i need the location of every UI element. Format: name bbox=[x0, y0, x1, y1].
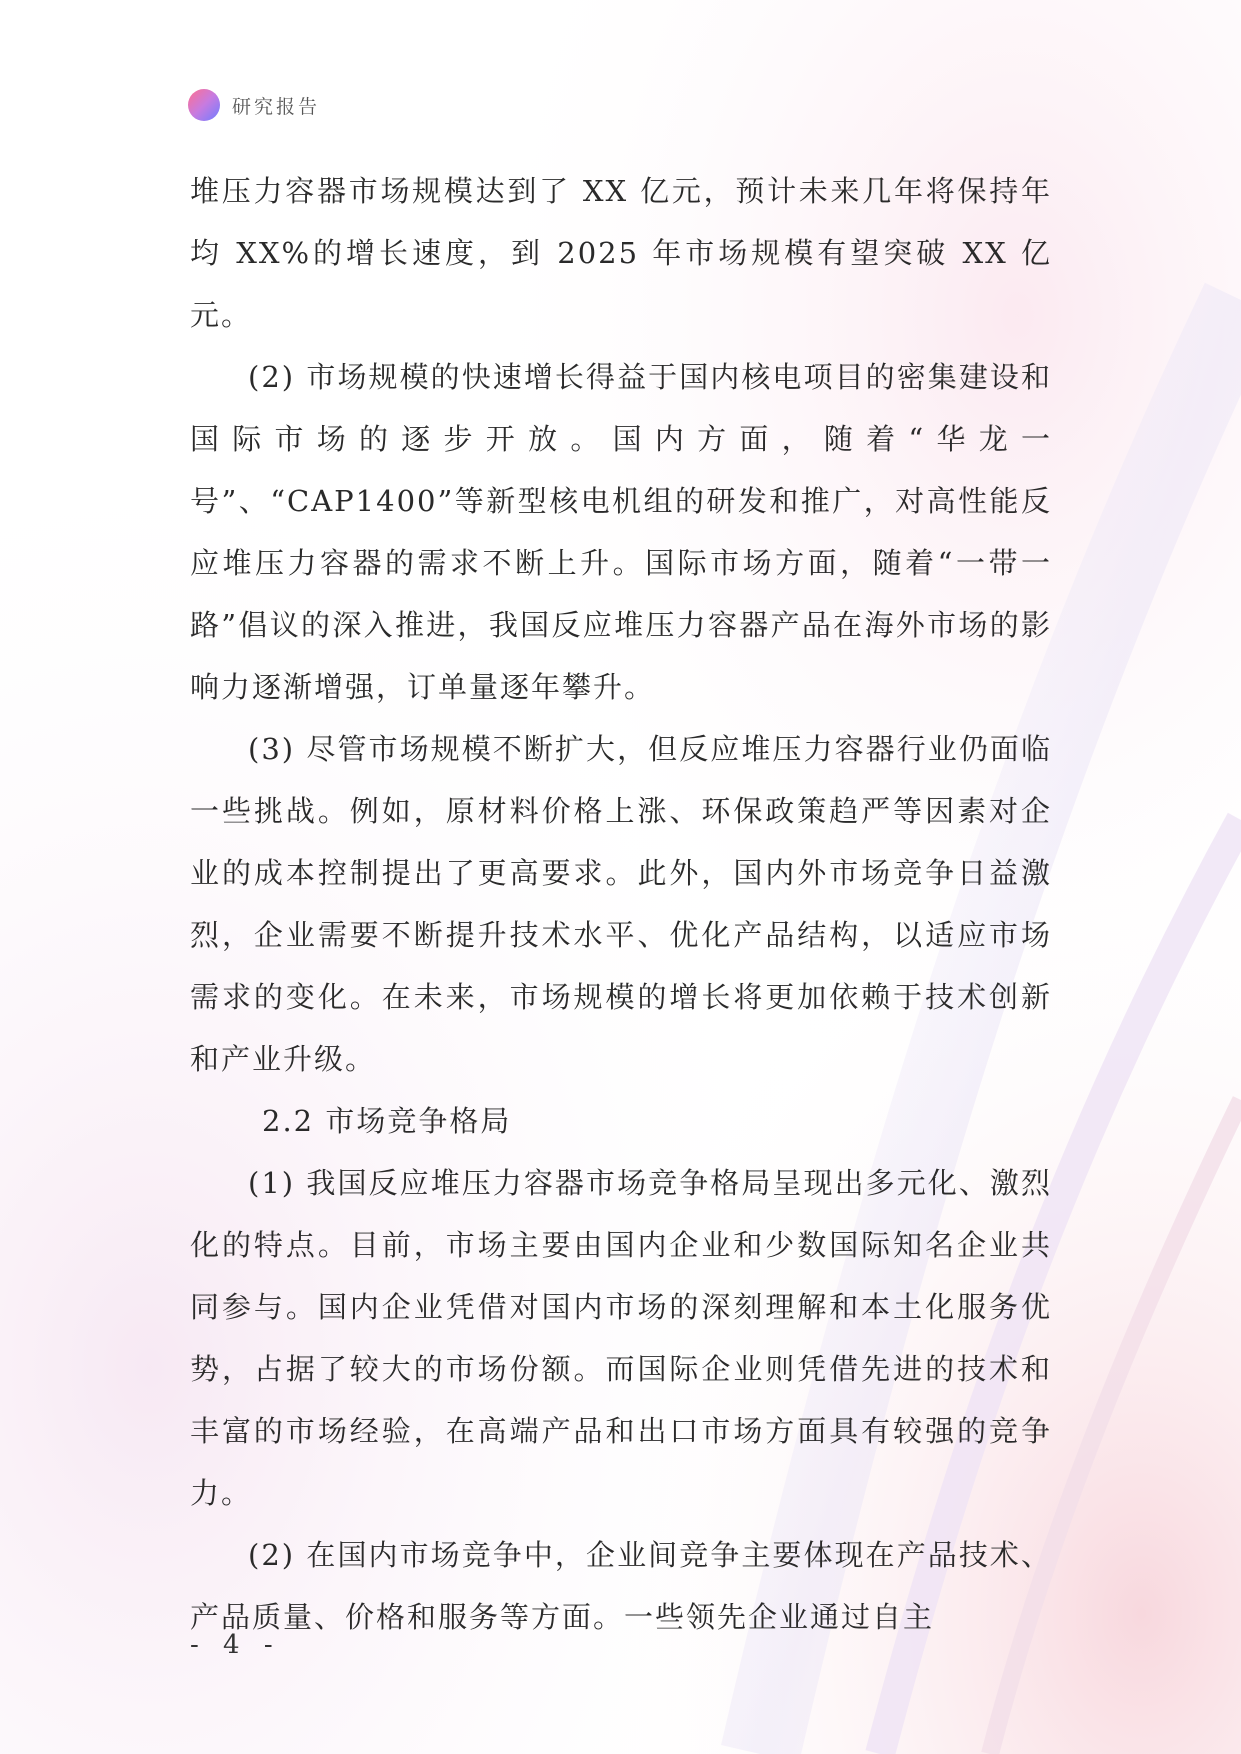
section-paragraph-1: (1) 我国反应堆压力容器市场竞争格局呈现出多元化、激烈化的特点。目前，市场主要由国内企业和少数国际知名企业共同参与。国内企业凭借对国内市场的深刻理解和本土化服务优势，占据了较大的市场份额。而国际企业则凭借先进的技术和丰富的市场经验，在高端产品和出口市场方面具有较强的竞争力。 bbox=[190, 1166, 1052, 1510]
report-header bbox=[188, 88, 320, 122]
paragraph-continued: 堆压力容器市场规模达到了 XX 亿元，预计未来几年将保持年均 XX%的增长速度，到 2025 年市场规模有望突破 XX 亿元。 bbox=[190, 174, 1052, 332]
header-title: 研究报告 bbox=[232, 95, 321, 118]
paragraph-2: (2) 市场规模的快速增长得益于国内核电项目的密集建设和国际市场的逐步开放。国内方面，随着“华龙一号”、“CAP1400”等新型核电机组的研发和推广，对高性能反应堆压力容器的需求不断上升。国际市场方面，随着“一带一路”倡议的深入推进，我国反应堆压力容器产品在海外市场的影响力逐渐增强，订单量逐年攀升。 bbox=[190, 360, 1052, 704]
section-heading: 2.2 市场竞争格局 bbox=[262, 1104, 512, 1138]
logo-circle-icon bbox=[188, 89, 220, 121]
paragraph-3: (3) 尽管市场规模不断扩大，但反应堆压力容器行业仍面临一些挑战。例如，原材料价格上涨、环保政策趋严等因素对企业的成本控制提出了更高要求。此外，国内外市场竞争日益激烈，企业需要不断提升技术水平、优化产品结构，以适应市场需求的变化。在未来，市场规模的增长将更加依赖于技术创新和产业升级。 bbox=[190, 732, 1052, 1076]
page-number: - 4 - bbox=[190, 1630, 281, 1660]
section-paragraph-2: (2) 在国内市场竞争中，企业间竞争主要体现在产品技术、产品质量、价格和服务等方面。一些领先企业通过自主 bbox=[190, 1538, 1052, 1634]
document-body bbox=[190, 160, 1052, 1648]
